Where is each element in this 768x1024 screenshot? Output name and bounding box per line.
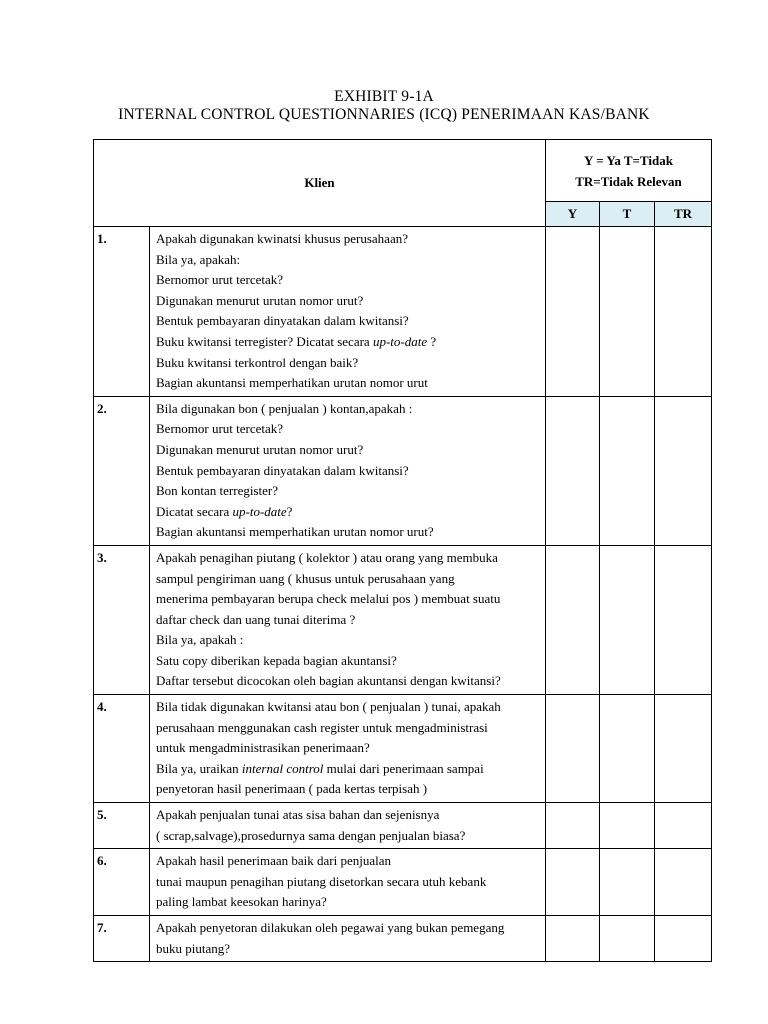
legend-line-1: Y = Ya T=Tidak	[584, 152, 673, 168]
question-number: 6.	[94, 849, 150, 916]
question-line: Digunakan menurut urutan nomor urut?	[156, 292, 364, 308]
question-line: perusahaan menggunakan cash register untuk mengadministrasi	[156, 719, 488, 735]
question-line: Bentuk pembayaran dinyatakan dalam kwitansi?	[156, 462, 409, 478]
question-text	[150, 396, 546, 545]
question-row	[94, 545, 712, 694]
question-row	[94, 916, 712, 962]
question-line: Bila ya, uraikan internal control mulai dari penerimaan sampai	[156, 760, 484, 776]
question-row	[94, 849, 712, 916]
question-line: Bon kontan terregister?	[156, 483, 279, 499]
question-line: paling lambat keesokan harinya?	[156, 894, 327, 910]
answer-cell-t[interactable]	[600, 803, 655, 849]
question-text	[150, 916, 546, 962]
question-row	[94, 227, 712, 397]
answer-cell-y[interactable]	[546, 849, 600, 916]
answer-cell-tr[interactable]	[655, 849, 712, 916]
answer-cell-tr[interactable]	[655, 227, 712, 397]
answer-cell-t[interactable]	[600, 227, 655, 397]
question-text	[150, 545, 546, 694]
answer-cell-t[interactable]	[600, 545, 655, 694]
document-title: INTERNAL CONTROL QUESTIONNARIES (ICQ) PENERIMAAN KAS/BANK	[118, 106, 650, 123]
answer-cell-y[interactable]	[546, 396, 600, 545]
answer-cell-t[interactable]	[600, 849, 655, 916]
column-header-tr: TR	[655, 202, 712, 227]
answer-cell-tr[interactable]	[655, 695, 712, 803]
answer-cell-y[interactable]	[546, 803, 600, 849]
exhibit-label: EXHIBIT 9-1A	[334, 88, 434, 105]
icq-table	[93, 139, 712, 962]
question-line: Digunakan menurut urutan nomor urut?	[156, 441, 364, 457]
question-line: penyetoran hasil penerimaan ( pada kertas terpisah )	[156, 781, 428, 797]
question-line: Apakah penyetoran dilakukan oleh pegawai yang bukan pemegang	[156, 920, 505, 935]
answer-cell-t[interactable]	[600, 695, 655, 803]
question-row	[94, 695, 712, 803]
question-row	[94, 803, 712, 849]
question-line: untuk mengadministrasikan penerimaan?	[156, 740, 370, 756]
answer-cell-tr[interactable]	[655, 803, 712, 849]
question-line: Bernomor urut tercetak?	[156, 421, 284, 437]
legend-line-2: TR=Tidak Relevan	[575, 173, 682, 189]
question-number: 7.	[94, 916, 150, 962]
answer-cell-tr[interactable]	[655, 396, 712, 545]
question-line: Apakah penjualan tunai atas sisa bahan dan sejenisnya	[156, 807, 440, 823]
question-line: Apakah penagihan piutang ( kolektor ) atau orang yang membuka	[156, 549, 498, 565]
question-text	[150, 849, 546, 916]
question-line: Bentuk pembayaran dinyatakan dalam kwitansi?	[156, 313, 409, 329]
answer-cell-y[interactable]	[546, 695, 600, 803]
question-line: Buku kwitansi terkontrol dengan baik?	[156, 354, 359, 370]
answer-cell-t[interactable]	[600, 916, 655, 962]
client-header: Klien	[94, 140, 546, 227]
question-line: Buku kwitansi terregister? Dicatat secara up-to-date ?	[156, 333, 437, 349]
answer-cell-tr[interactable]	[655, 916, 712, 962]
column-header-t: T	[600, 202, 655, 227]
question-number: 3.	[94, 545, 150, 694]
question-line: daftar check dan uang tunai diterima ?	[156, 611, 356, 627]
question-line: Bila tidak digunakan kwitansi atau bon ( penjualan ) tunai, apakah	[156, 699, 501, 715]
question-line: Bagian akuntansi memperhatikan urutan nomor urut	[156, 375, 428, 391]
question-line: Bila digunakan bon ( penjualan ) kontan,apakah :	[156, 400, 413, 416]
question-line: Bagian akuntansi memperhatikan urutan nomor urut?	[156, 524, 434, 540]
answer-cell-tr[interactable]	[655, 545, 712, 694]
question-number: 1.	[94, 227, 150, 397]
question-number: 5.	[94, 803, 150, 849]
question-line: Dicatat secara up-to-date?	[156, 503, 293, 519]
question-number: 4.	[94, 695, 150, 803]
question-line: Daftar tersebut dicocokan oleh bagian akuntansi dengan kwitansi?	[156, 673, 501, 689]
answer-cell-t[interactable]	[600, 396, 655, 545]
question-text	[150, 695, 546, 803]
question-line: Apakah hasil penerimaan baik dari penjualan	[156, 853, 391, 869]
question-line: ( scrap,salvage),prosedurnya sama dengan penjualan biasa?	[156, 827, 466, 843]
column-header-y: Y	[546, 202, 600, 227]
answer-cell-y[interactable]	[546, 545, 600, 694]
question-text	[150, 803, 546, 849]
question-line: Bernomor urut tercetak?	[156, 272, 284, 288]
question-line: Apakah digunakan kwinatsi khusus perusahaan?	[156, 231, 408, 246]
question-row	[94, 396, 712, 545]
question-line: Bila ya, apakah:	[156, 251, 241, 267]
answer-cell-y[interactable]	[546, 916, 600, 962]
answer-legend	[546, 140, 712, 202]
question-number: 2.	[94, 396, 150, 545]
question-line: Bila ya, apakah :	[156, 632, 244, 648]
question-line: Satu copy diberikan kepada bagian akuntansi?	[156, 652, 397, 668]
question-line: buku piutang?	[156, 940, 231, 956]
question-line: tunai maupun penagihan piutang disetorkan secara utuh kebank	[156, 873, 487, 889]
answer-cell-y[interactable]	[546, 227, 600, 397]
question-line: menerima pembayaran berupa check melalui pos ) membuat suatu	[156, 591, 501, 607]
question-text	[150, 227, 546, 397]
question-line: sampul pengiriman uang ( khusus untuk perusahaan yang	[156, 570, 455, 586]
